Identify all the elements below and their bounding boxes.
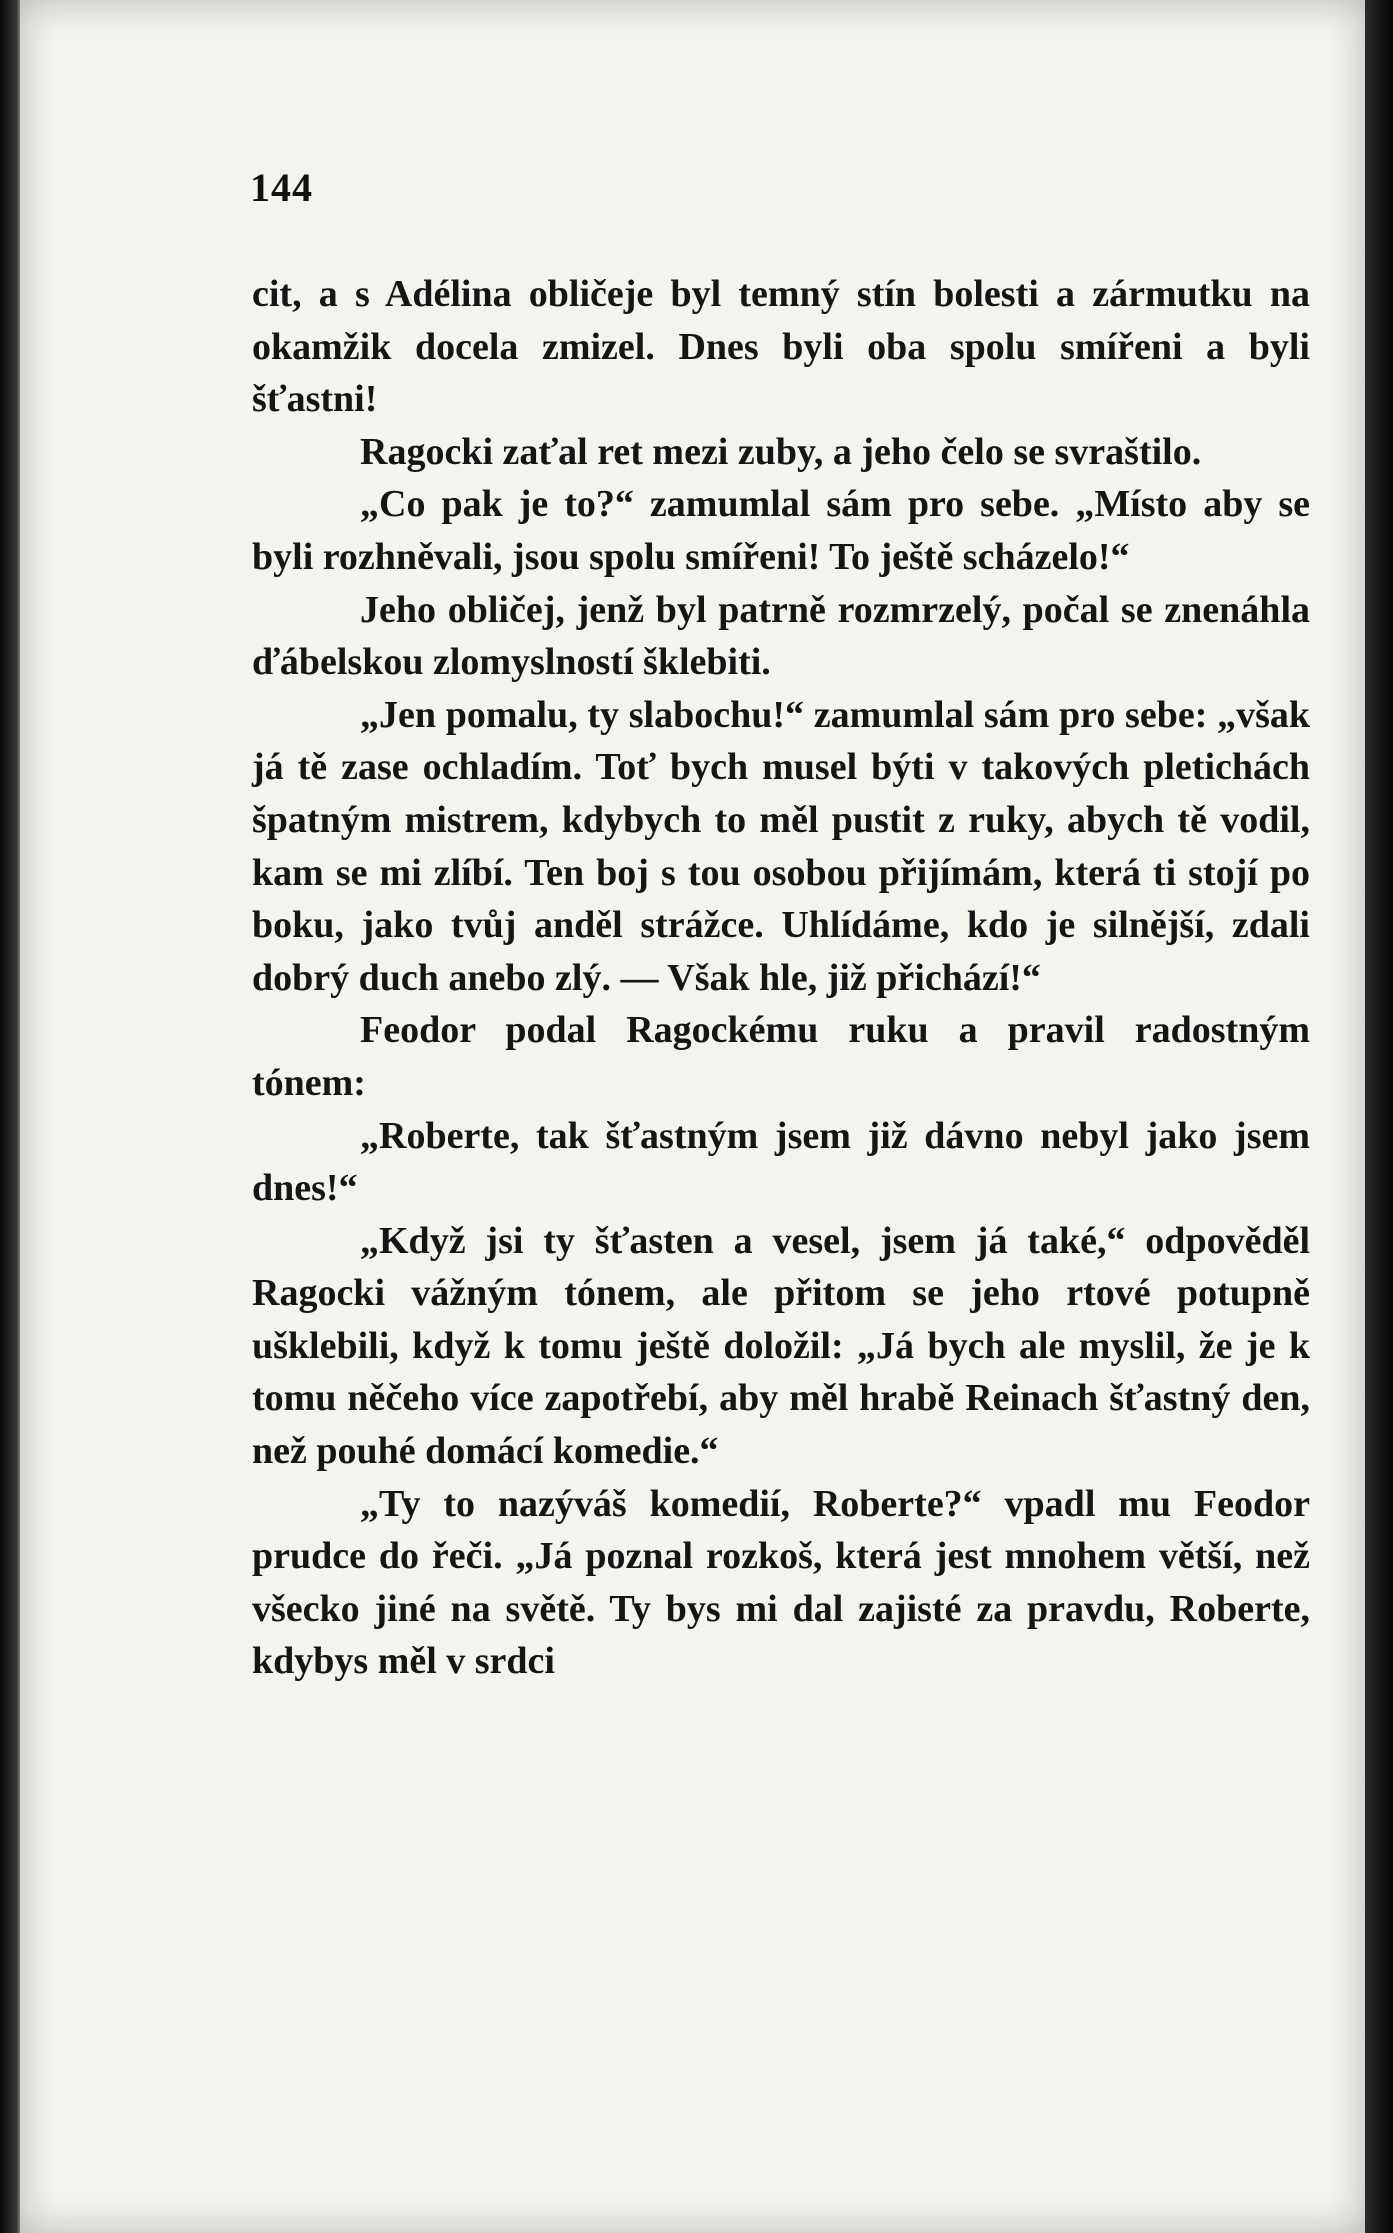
paragraph-4: Jeho obličej, jenž byl patrně rozmrzelý, počal se znenáhla ďábelskou zlomyslností šklebiti. <box>252 588 1310 684</box>
paragraph-7: „Roberte, tak šťastným jsem již dávno nebyl jako jsem dnes!“ <box>252 1114 1310 1210</box>
paragraph-1: cit, a s Adélina obličeje byl temný stín bolesti a zármutku na okamžik docela zmizel. Dnes byli oba spolu smířeni a byli šťastni! <box>252 273 1310 421</box>
paragraph-9: „Ty to nazýváš komedií, Roberte?“ vpadl mu Feodor prudce do řeči. „Já poznal rozkoš, která jest mnohem větší, než všecko jiné na světě. Ty bys mi dal zajisté za pravdu, Roberte, kdybys měl v srdci <box>252 1482 1310 1683</box>
paragraph-5: „Jen pomalu, ty slabochu!“ zamumlal sám pro sebe: „však já tě zase ochladím. Toť bych musel býti v takových pletichách špatným mistrem, kdybych to měl pustit z ruky, abych tě vodil, kam se mi zlíbí. Ten boj s tou osobou přijímám, která ti stojí po boku, jako tvůj anděl strážce. Uhlídáme, kdo je silnější, zdali dobrý duch anebo zlý. — Však hle, již přichází!“ <box>252 693 1310 999</box>
body-text <box>252 268 1310 1688</box>
page-number: 144 <box>250 165 313 210</box>
paragraph-3: „Co pak je to?“ zamumlal sám pro sebe. „Místo aby se byli rozhněvali, jsou spolu smířeni! To ještě scházelo!“ <box>252 483 1310 578</box>
book-page <box>20 0 1365 2233</box>
paragraph-8: „Když jsi ty šťasten a vesel, jsem já také,“ odpověděl Ragocki vážným tónem, ale přitom se jeho rtové potupně ušklebili, když k tomu ještě doložil: „Já bych ale myslil, že je k tomu něčeho více zapotřebí, aby měl hrabě Reinach šťastný den, než pouhé domácí komedie.“ <box>252 1219 1310 1473</box>
paragraph-6: Feodor podal Ragockému ruku a pravil radostným tónem: <box>252 1009 1310 1104</box>
right-page-edge <box>1365 0 1393 2233</box>
paragraph-2: Ragocki zaťal ret mezi zuby, a jeho čelo se svraštilo. <box>360 430 1202 473</box>
